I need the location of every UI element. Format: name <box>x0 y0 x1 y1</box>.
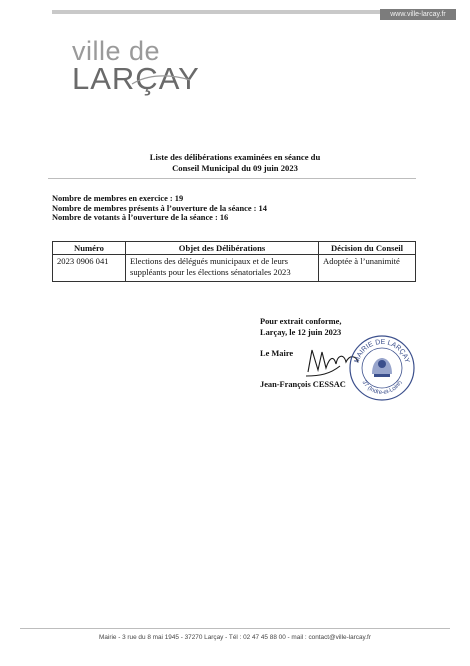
header-objet: Objet des Délibérations <box>126 242 319 255</box>
footer-divider <box>20 628 450 629</box>
extract-line: Pour extrait conforme, <box>260 317 342 326</box>
present-count: Nombre de membres présents à l’ouverture de la séance : 14 <box>52 203 267 213</box>
stamp-emblem-icon <box>372 358 392 377</box>
voters-count: Nombre de votants à l’ouverture de la séance : 16 <box>52 213 229 222</box>
logo-swash-icon <box>130 72 192 88</box>
official-stamp <box>348 334 416 402</box>
place-date: Larçay, le 12 juin 2023 <box>260 328 342 337</box>
deliberations-table <box>52 241 416 282</box>
footer-address: Mairie - 3 rue du 8 mai 1945 - 37270 Larçay - Tél : 02 47 45 88 00 - mail : contact@ville-larcay.fr <box>99 634 371 641</box>
header-url[interactable]: www.ville-larcay.fr <box>380 9 456 20</box>
mayor-role: Le Maire <box>260 349 294 358</box>
header-decision: Décision du Conseil <box>319 242 416 255</box>
logo-line2-text: LARÇAY <box>72 61 200 96</box>
document-title <box>60 152 410 174</box>
header-numero: Numéro <box>53 242 126 255</box>
stamp-text-top: MAIRIE DE LARÇAY <box>353 338 411 364</box>
cell-decision: Adoptée à l’unanimité <box>319 255 416 282</box>
mayor-name: Jean-François CESSAC <box>260 380 346 389</box>
stamp-text-bottom: 37 (Indre-et-Loire) <box>360 379 404 397</box>
table-row <box>53 255 416 282</box>
extract-block <box>260 316 341 338</box>
title-line2: Conseil Municipal du 09 juin 2023 <box>172 163 298 173</box>
table-header-row <box>53 242 416 255</box>
logo-line2 <box>72 61 200 96</box>
logo <box>72 38 200 94</box>
cell-numero: 2023 0906 041 <box>53 255 126 282</box>
logo-line1: ville de <box>72 36 161 66</box>
members-count: Nombre de membres en exercice : 19 <box>52 194 184 203</box>
header-rule <box>52 10 417 14</box>
title-divider <box>48 178 416 179</box>
attendance-stats <box>52 194 267 223</box>
title-line1: Liste des délibérations examinées en séance du <box>149 152 321 162</box>
cell-objet: Elections des délégués municipaux et de leurs suppléants pour les élections sénatoriales 2023 <box>126 255 319 282</box>
